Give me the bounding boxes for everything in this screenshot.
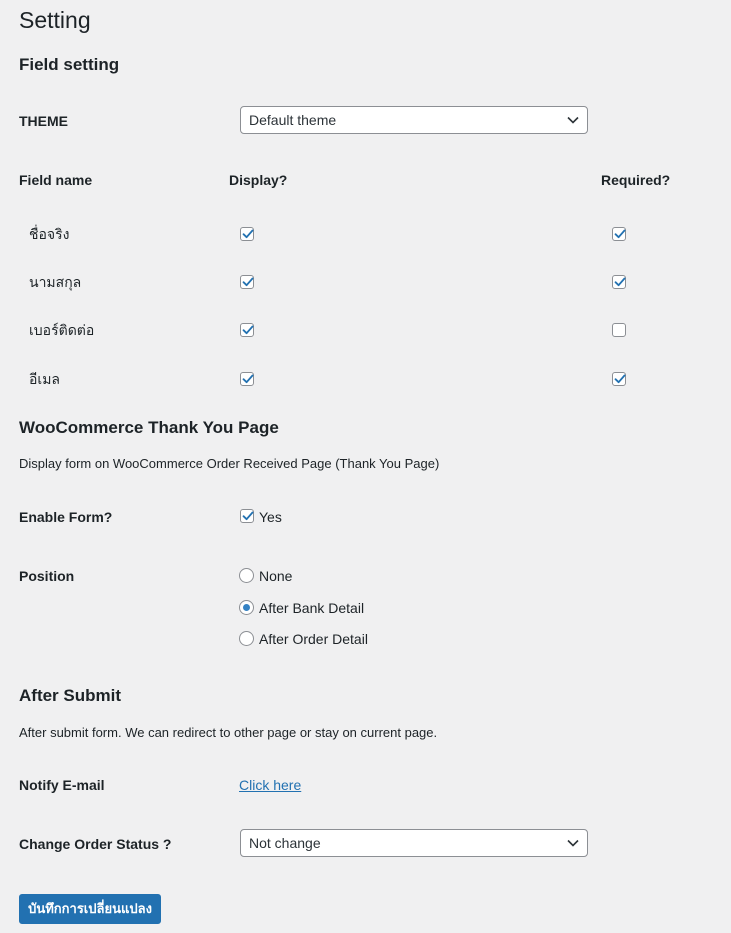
field-name-label: ชื่อจริง bbox=[29, 226, 70, 242]
thank-you-heading: WooCommerce Thank You Page bbox=[19, 418, 279, 437]
after-submit-description: After submit form. We can redirect to other page or stay on current page. bbox=[19, 725, 438, 740]
position-option-label: After Bank Detail bbox=[259, 600, 365, 616]
display-checkbox[interactable] bbox=[240, 275, 254, 289]
position-radio[interactable] bbox=[239, 568, 254, 583]
check-icon bbox=[241, 275, 255, 289]
enable-form-option-label: Yes bbox=[259, 509, 282, 525]
notify-email-label: Notify E-mail bbox=[19, 777, 105, 793]
required-checkbox[interactable] bbox=[612, 372, 626, 386]
column-header-required: Required? bbox=[601, 172, 671, 188]
enable-form-checkbox[interactable] bbox=[240, 509, 254, 523]
after-submit-heading: After Submit bbox=[19, 686, 121, 705]
thank-you-description: Display form on WooCommerce Order Received Page (Thank You Page) bbox=[19, 456, 440, 471]
page-title: Setting bbox=[19, 7, 91, 33]
order-status-select[interactable] bbox=[240, 829, 588, 857]
position-option-label: After Order Detail bbox=[259, 631, 368, 647]
required-checkbox[interactable] bbox=[612, 323, 626, 337]
display-checkbox[interactable] bbox=[240, 227, 254, 241]
field-name-label: เบอร์ติดต่อ bbox=[29, 322, 95, 338]
check-icon bbox=[241, 227, 255, 241]
field-name-label: อีเมล bbox=[29, 371, 61, 387]
theme-select-value: Default theme bbox=[249, 112, 337, 128]
column-header-field-name: Field name bbox=[19, 172, 93, 188]
check-icon bbox=[241, 509, 255, 523]
check-icon bbox=[241, 323, 255, 337]
column-header-display: Display? bbox=[229, 172, 288, 188]
enable-form-label: Enable Form? bbox=[19, 509, 113, 525]
check-icon bbox=[613, 372, 627, 386]
required-checkbox[interactable] bbox=[612, 275, 626, 289]
field-name-label: นามสกุล bbox=[29, 274, 82, 290]
chevron-down-icon bbox=[567, 838, 579, 848]
position-radio[interactable] bbox=[239, 631, 254, 646]
check-icon bbox=[613, 275, 627, 289]
save-changes-button[interactable]: บันทึกการเปลี่ยนแปลง bbox=[19, 894, 161, 924]
theme-label: THEME bbox=[19, 113, 68, 129]
check-icon bbox=[613, 227, 627, 241]
position-label: Position bbox=[19, 568, 75, 584]
theme-select[interactable] bbox=[240, 106, 588, 134]
display-checkbox[interactable] bbox=[240, 323, 254, 337]
position-option-label: None bbox=[259, 568, 293, 584]
change-order-status-label: Change Order Status ? bbox=[19, 836, 172, 852]
position-radio[interactable] bbox=[239, 600, 254, 615]
radio-selected-dot bbox=[243, 604, 250, 611]
check-icon bbox=[241, 372, 255, 386]
order-status-select-value: Not change bbox=[249, 835, 321, 851]
display-checkbox[interactable] bbox=[240, 372, 254, 386]
required-checkbox[interactable] bbox=[612, 227, 626, 241]
chevron-down-icon bbox=[567, 115, 579, 125]
field-setting-heading: Field setting bbox=[19, 55, 120, 74]
notify-email-link[interactable]: Click here bbox=[239, 777, 302, 793]
